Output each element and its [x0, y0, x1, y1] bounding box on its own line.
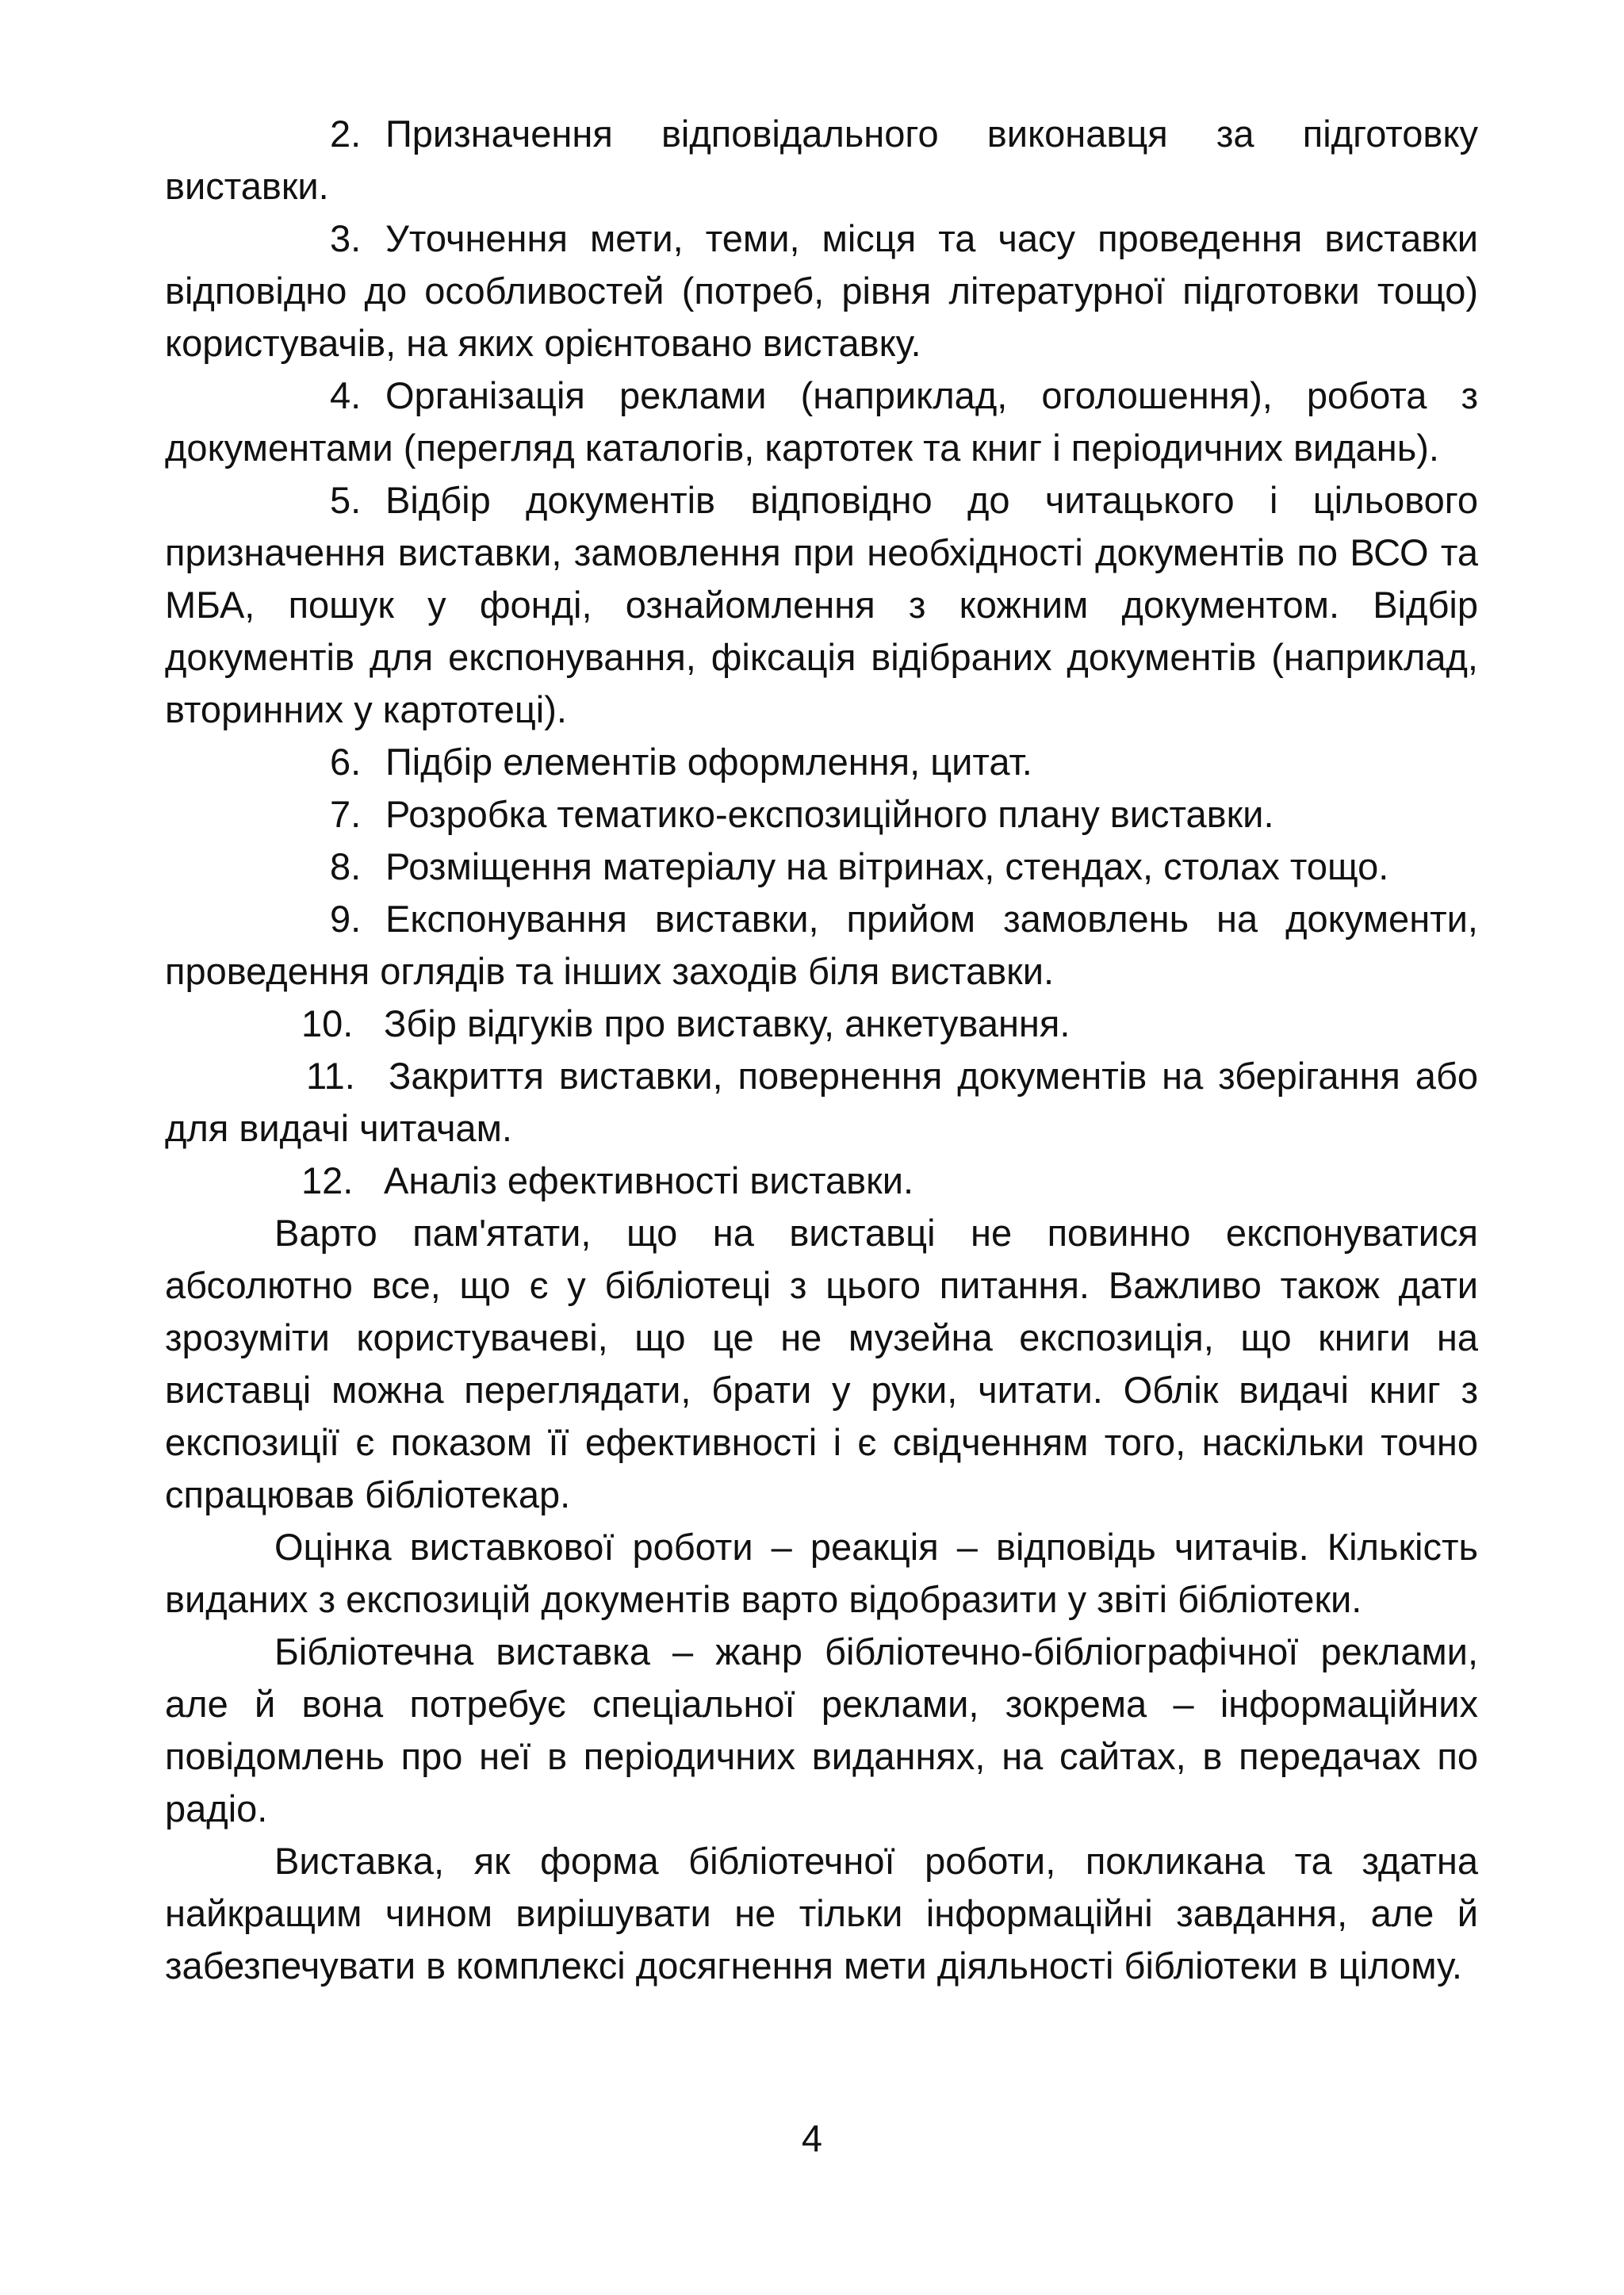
list-item: [165, 736, 1478, 788]
list-item: [165, 1050, 1478, 1155]
list-item-text: Призначення відповідального виконавця за підготовку виставки.: [165, 113, 1478, 207]
list-item-number: 2.: [330, 113, 362, 155]
list-item-text: Організація реклами (наприклад, оголошення), робота з документами (перегляд каталогів, картотек та книг і періодичних видань).: [165, 374, 1478, 469]
list-item-number: 4.: [330, 374, 362, 416]
body-paragraph: Виставка, як форма бібліотечної роботи, покликана та здатна найкращим чином вирішувати не тільки інформаційні завдання, але й забезпечувати в комплексі досягнення мети діяльності бібліотеки в цілому.: [165, 1840, 1478, 1987]
body-paragraph: Бібліотечна виставка – жанр бібліотечно-бібліографічної реклами, але й вона потребує спеціальної реклами, зокрема – інформаційних повідомлень про неї в періодичних виданнях, на сайтах, в передачах по радіо.: [165, 1630, 1478, 1829]
list-item-text: Збір відгуків про виставку, анкетування.: [384, 1002, 1071, 1044]
list-item-number: 6.: [330, 741, 362, 783]
list-item: [165, 213, 1478, 370]
body-paragraph: Оцінка виставкової роботи – реакція – відповідь читачів. Кількість виданих з експозицій документів варто відобразити у звіті бібліотеки.: [165, 1526, 1478, 1620]
list-item-text: Розробка тематико-експозиційного плану виставки.: [385, 793, 1274, 835]
list-item-text: Підбір елементів оформлення, цитат.: [385, 741, 1032, 783]
list-item: [165, 998, 1478, 1050]
page-number: 4: [801, 2117, 823, 2159]
list-item-text: Уточнення мети, теми, місця та часу проведення виставки відповідно до особливостей (потреб, рівня літературної підготовки тощо) користувачів, на яких орієнтовано виставку.: [165, 217, 1478, 364]
list-item-text: Експонування виставки, прийом замовлень на документи, проведення оглядів та інших заходів біля виставки.: [165, 898, 1478, 992]
list-item: [165, 370, 1478, 474]
list-item-text: Аналіз ефективності виставки.: [384, 1159, 914, 1201]
list-item-text: Відбір документів відповідно до читацького і цільового призначення виставки, замовлення при необхідності документів по ВСО та МБА, пошук у фонді, ознайомлення з кожним документом. Відбір документів для експонування, фіксація відібраних документів (наприклад, вторинних у картотеці).: [165, 479, 1478, 730]
list-item-text: Закриття виставки, повернення документів на зберігання або для видачі читачам.: [165, 1055, 1478, 1149]
list-item: [165, 893, 1478, 998]
list-item: [165, 474, 1478, 736]
list-item-number: 3.: [330, 217, 362, 259]
list-item-number: 5.: [330, 479, 362, 521]
list-item-number: 8.: [330, 845, 362, 887]
list-item: [165, 1155, 1478, 1207]
list-item: [165, 841, 1478, 893]
body-paragraph: Варто пам'ятати, що на виставці не повинно експонуватися абсолютно все, що є у бібліотеці з цього питання. Важливо також дати зрозуміти користувачеві, що це не музейна експозиція, що книги на виставці можна переглядати, брати у руки, читати. Облік видачі книг з експозиції є показом її ефективності і є свідченням того, наскільки точно спрацював бібліотекар.: [165, 1212, 1478, 1515]
list-item-number: 10.: [301, 1002, 354, 1044]
list-item-number: 11.: [306, 1055, 355, 1097]
list-item-text: Розміщення матеріалу на вітринах, стендах, столах тощо.: [385, 845, 1389, 887]
page-body: [165, 108, 1478, 1992]
list-item: [165, 788, 1478, 841]
list-item-number: 9.: [330, 898, 362, 940]
list-item-number: 12.: [301, 1159, 354, 1201]
list-item: [165, 108, 1478, 213]
list-item-number: 7.: [330, 793, 362, 835]
